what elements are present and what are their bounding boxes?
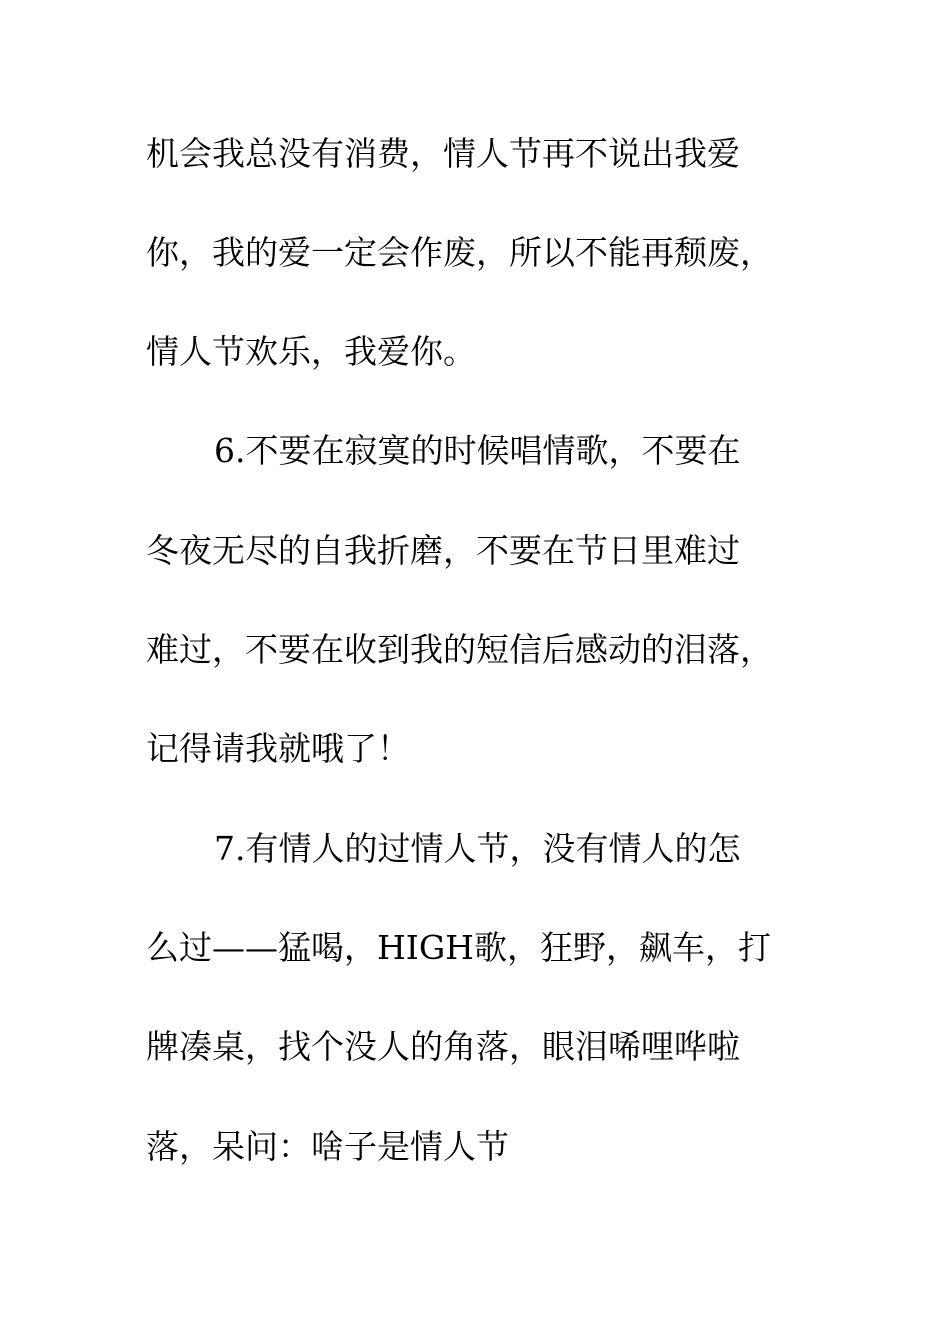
text-line: 记得请我就哦了！ [146,729,410,768]
text-line: 么过——猛喝，HIGH歌，狂野，飙车，打 [146,928,771,967]
text-line: 冬夜无尽的自我折磨，不要在节日里难过 [146,531,740,570]
text-line: 牌凑桌，找个没人的角落，眼泪唏哩哗啦 [146,1027,740,1066]
text-line: 机会我总没有消费，情人节再不说出我爱 [146,134,740,173]
paragraph-6-first-line: 6.不要在寂寞的时候唱情歌，不要在 [214,431,741,470]
text-line: 你，我的爱一定会作废，所以不能再颓废， [146,233,773,272]
text-line: 难过，不要在收到我的短信后感动的泪落， [146,630,773,669]
paragraph-7-first-line: 7.有情人的过情人节，没有情人的怎 [214,829,741,868]
text-line: 落，呆问：啥子是情人节 [146,1127,509,1166]
text-line: 情人节欢乐，我爱你。 [146,332,476,371]
